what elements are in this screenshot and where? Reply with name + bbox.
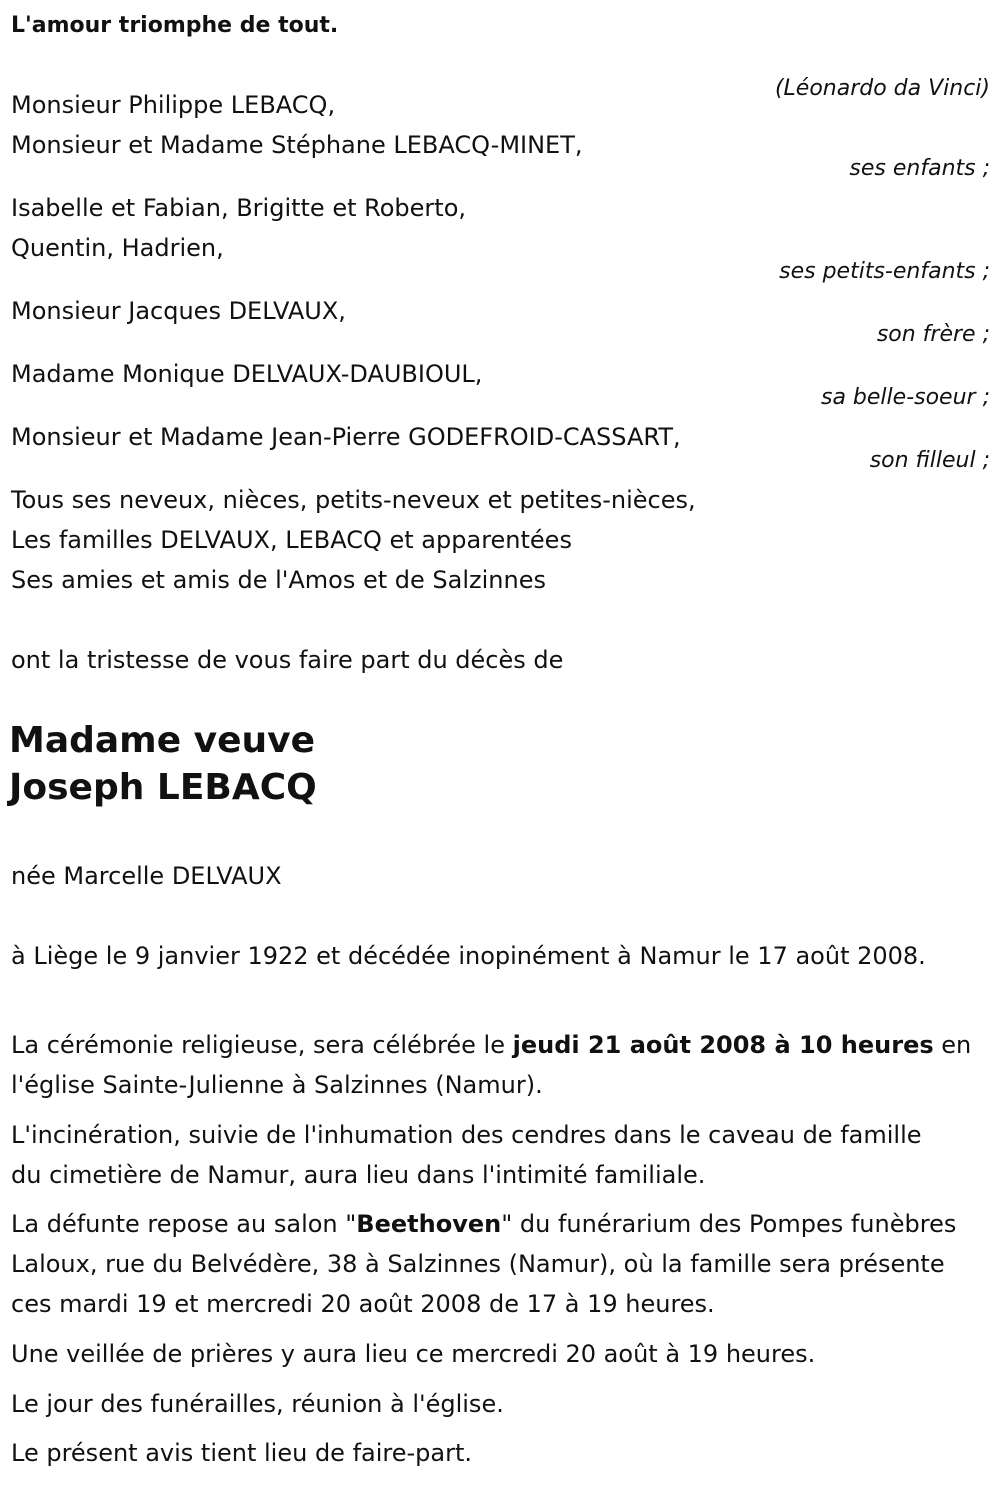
godson-line: Monsieur et Madame Jean-Pierre GODEFROID-CASSART, <box>11 423 681 451</box>
children-role: ses enfants ; <box>849 156 990 181</box>
deceased-name-line-1: Madame veuve <box>9 720 316 761</box>
ceremony-date: jeudi 21 août 2008 à 10 heures <box>512 1031 934 1059</box>
deceased-name-line-2: Joseph LEBACQ <box>9 767 317 808</box>
grandchildren-line-1: Isabelle et Fabian, Brigitte et Roberto, <box>11 194 467 222</box>
quote: L'amour triomphe de tout. <box>11 13 339 38</box>
ceremony-text-post: en l'église Sainte-Julienne à Salzinnes (Namur). <box>11 1031 972 1099</box>
sister-in-law-role: sa belle-soeur ; <box>821 385 990 410</box>
brother-line: Monsieur Jacques DELVAUX, <box>11 297 346 325</box>
others-line-3: Ses amies et amis de l'Amos et de Salzinnes <box>11 566 546 594</box>
godson-role: son filleul ; <box>869 448 990 473</box>
rest-paragraph <box>11 1204 986 1324</box>
others-line-2: Les familles DELVAUX, LEBACQ et apparentées <box>11 526 572 554</box>
sister-in-law-line: Madame Monique DELVAUX-DAUBIOUL, <box>11 360 483 388</box>
funeral-day-line: Le jour des funérailles, réunion à l'église. <box>11 1390 504 1418</box>
cremation-paragraph: L'incinération, suivie de l'inhumation des cendres dans le caveau de famille du cimetière de Namur, aura lieu dans l'intimité familiale. <box>11 1121 922 1189</box>
quote-author: (Léonardo da Vinci) <box>774 76 990 101</box>
grandchildren-role: ses petits-enfants ; <box>779 259 990 284</box>
notice-line: Le présent avis tient lieu de faire-part. <box>11 1439 473 1467</box>
salon-name: Beethoven <box>356 1210 502 1238</box>
ceremony-text-pre: La cérémonie religieuse, sera célébrée le <box>11 1031 513 1059</box>
maiden-name: née Marcelle DELVAUX <box>11 862 282 890</box>
children-line-1: Monsieur Philippe LEBACQ, <box>11 91 336 119</box>
brother-role: son frère ; <box>876 322 990 347</box>
birth-death-paragraph: à Liège le 9 janvier 1922 et décédée inopinément à Namur le 17 août 2008. <box>11 942 926 970</box>
others-line-1: Tous ses neveux, nièces, petits-neveux et petites-nièces, <box>11 486 696 514</box>
grandchildren-line-2: Quentin, Hadrien, <box>11 234 224 262</box>
announcement: ont la tristesse de vous faire part du décès de <box>11 646 564 674</box>
rest-text-pre: La défunte repose au salon " <box>11 1210 357 1238</box>
rest-text-post: " du funérarium des Pompes funèbres Laloux, rue du Belvédère, 38 à Salzinnes (Namur), où la famille sera présente ces mardi 19 et mercredi 20 août 2008 de 17 à 19 heures. <box>11 1210 957 1318</box>
vigil-line: Une veillée de prières y aura lieu ce mercredi 20 août à 19 heures. <box>11 1340 816 1368</box>
ceremony-paragraph <box>11 1025 986 1105</box>
children-line-2: Monsieur et Madame Stéphane LEBACQ-MINET, <box>11 131 583 159</box>
